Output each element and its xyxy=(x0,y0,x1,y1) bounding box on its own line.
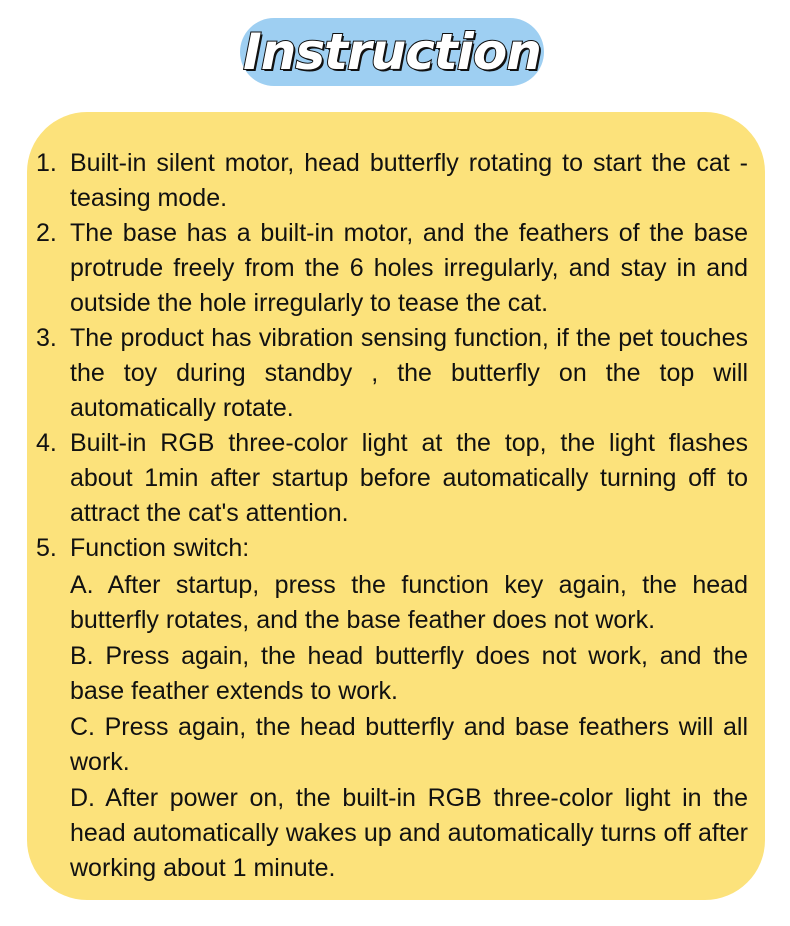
item-number: 2. xyxy=(36,219,57,247)
sub-item-c: C. Press again, the head butterfly and base feathers will all work. xyxy=(70,713,748,776)
item-text: The product has vibration sensing function, if the pet touches the toy during standby , the butterfly on the top will automatically rotate. xyxy=(70,324,748,422)
title-banner xyxy=(240,18,544,86)
list-item-3 xyxy=(36,321,748,426)
item-number: 1. xyxy=(36,149,57,177)
list-item-5 xyxy=(36,531,748,566)
item-text: Built-in silent motor, head butterfly rotating to start the cat -teasing mode. xyxy=(70,149,748,212)
sub-item-b: B. Press again, the head butterfly does not work, and the base feather extends to work. xyxy=(70,642,748,705)
list-item-4 xyxy=(36,426,748,531)
list-item-2 xyxy=(36,216,748,321)
function-switch-list xyxy=(70,568,748,886)
item-text: Built-in RGB three-color light at the top, the light flashes about 1min after startup before automatically turning off to attract the cat's attention. xyxy=(70,429,748,527)
sub-item-a: A. After startup, press the function key again, the head butterfly rotates, and the base feather does not work. xyxy=(70,571,748,634)
page-title: Instruction xyxy=(243,23,541,81)
item-number: 4. xyxy=(36,429,57,457)
item-number: 5. xyxy=(36,534,57,562)
instruction-list xyxy=(36,146,748,886)
item-number: 3. xyxy=(36,324,57,352)
item-text: Function switch: xyxy=(70,534,250,562)
sub-item-d: D. After power on, the built-in RGB three-color light in the head automatically wakes up and automatically turns off after working about 1 minute. xyxy=(70,784,748,882)
list-item-1 xyxy=(36,146,748,216)
item-text: The base has a built-in motor, and the feathers of the base protrude freely from the 6 holes irregularly, and stay in and outside the hole irregularly to tease the cat. xyxy=(70,219,748,317)
